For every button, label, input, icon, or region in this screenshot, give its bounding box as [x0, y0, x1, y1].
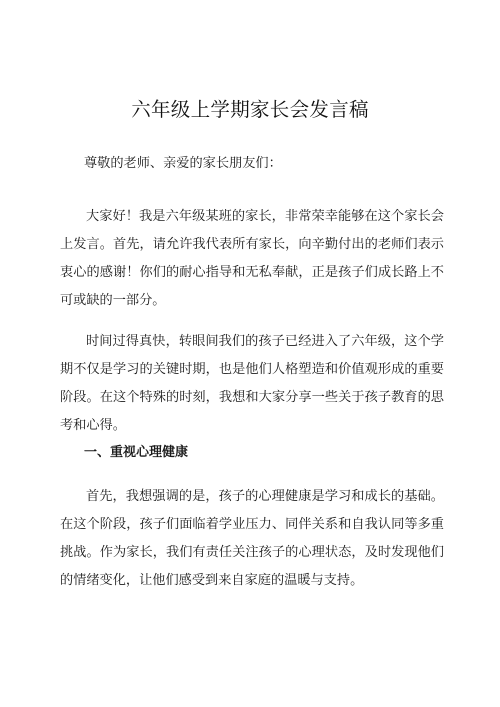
greeting-line: 尊敬的老师、亲爱的家长朋友们： — [84, 156, 282, 171]
paragraph-intro: 大家好！我是六年级某班的家长，非常荣幸能够在这个家长会上发言。首先，请允许我代表所有家长，向辛勤付出的老师们表示衷心的感谢！你们的耐心指导和无私奉献，正是孩子们成长路上不可或缺的一部分。 — [60, 209, 444, 308]
document-title: 六年级上学期家长会发言稿 — [131, 98, 369, 121]
paragraph-context: 时间过得真快，转眼间我们的孩子已经进入了六年级，这个学期不仅是学习的关键时期，也是他们人格塑造和价值观形成的重要阶段。在这个特殊的时刻，我想和大家分享一些关于孩子教育的思考和心得。 — [60, 334, 444, 433]
section-heading: 一、重视心理健康 — [84, 445, 189, 460]
paragraph-mental-health: 首先，我想强调的是，孩子的心理健康是学习和成长的基础。在这个阶段，孩子们面临着学业压力、同伴关系和自我认同等多重挑战。作为家长，我们有责任关注孩子的心理状态，及时发现他们的情绪变化，让他们感受到来自家庭的温暖与支持。 — [60, 489, 444, 588]
